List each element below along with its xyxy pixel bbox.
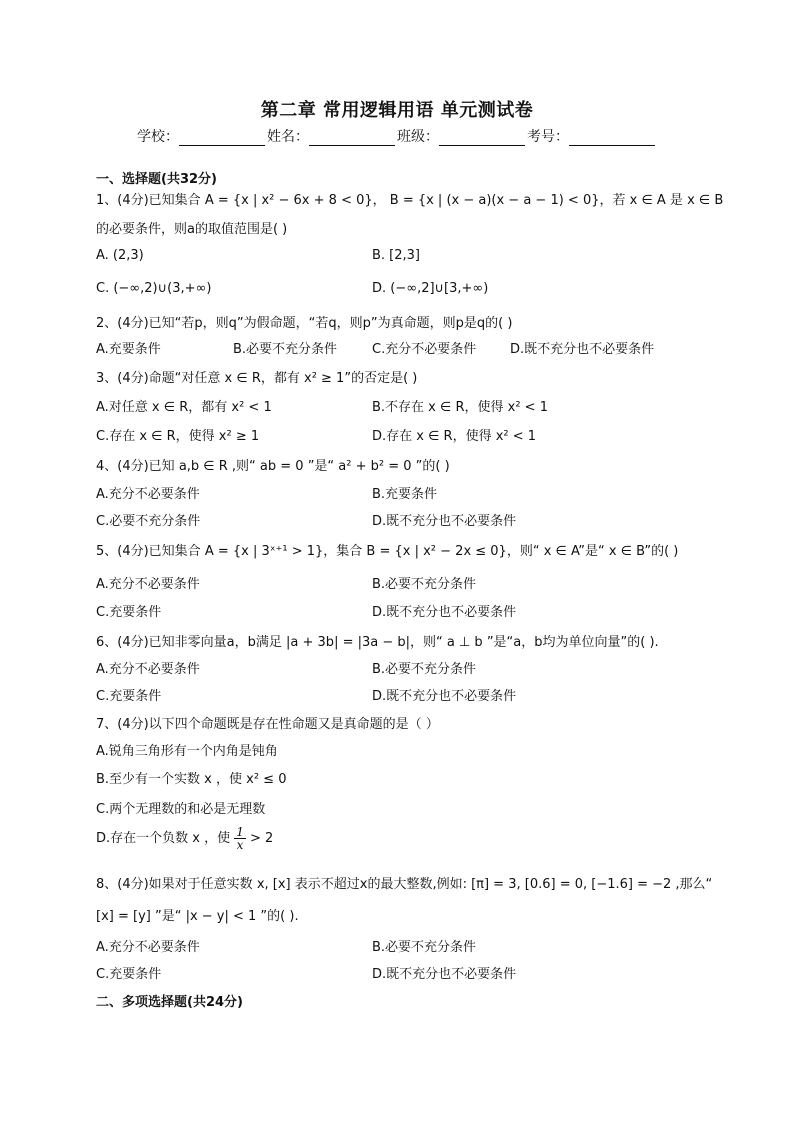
question-3-option-b[interactable]: B.不存在 x ∈ R，使得 x² < 1 xyxy=(372,400,548,415)
question-1-option-b[interactable]: B. [2,3] xyxy=(372,248,421,263)
question-6-option-c[interactable]: C.充要条件 xyxy=(96,689,162,704)
number-label: 考号： xyxy=(527,129,569,145)
question-4-option-c[interactable]: C.必要不充分条件 xyxy=(96,514,201,529)
question-3-stem: 3、(4分)命题“对任意 x ∈ R，都有 x² ≥ 1”的否定是( ) xyxy=(96,371,418,386)
exam-title: 第二章 常用逻辑用语 单元测试卷 xyxy=(260,100,534,121)
question-7-option-c[interactable]: C.两个无理数的和必是无理数 xyxy=(96,802,266,817)
question-3-option-c[interactable]: C.存在 x ∈ R，使得 x² ≥ 1 xyxy=(96,429,260,444)
question-1-stem: 1、(4分)已知集合 A = {x | x² − 6x + 8 < 0}， B = {x | (x − a)(x − a − 1) < 0}，若 x ∈ A 是 x ∈ B xyxy=(96,193,724,208)
question-2-option-c[interactable]: C.充分不必要条件 xyxy=(372,342,477,357)
question-6-option-a[interactable]: A.充分不必要条件 xyxy=(96,662,200,677)
question-2-stem: 2、(4分)已知“若p，则q”为假命题，“若q，则p”为真命题，则p是q的( ) xyxy=(96,316,513,331)
question-7-option-a[interactable]: A.锐角三角形有一个内角是钝角 xyxy=(96,744,278,759)
question-7-option-d-ineq: > 2 xyxy=(250,831,274,846)
question-8-option-c[interactable]: C.充要条件 xyxy=(96,967,162,982)
question-4-option-d[interactable]: D.既不充分也不必要条件 xyxy=(372,514,517,529)
question-7-option-b[interactable]: B.至少有一个实数 x ，使 x² ≤ 0 xyxy=(96,772,287,787)
student-info-row xyxy=(0,126,794,146)
question-8-option-b[interactable]: B.必要不充分条件 xyxy=(372,940,477,955)
name-blank[interactable] xyxy=(309,129,395,146)
question-7-stem: 7、(4分)以下四个命题既是存在性命题又是真命题的是（ ） xyxy=(96,717,439,732)
number-field xyxy=(527,126,657,146)
class-label: 班级： xyxy=(397,129,439,145)
question-8-option-a[interactable]: A.充分不必要条件 xyxy=(96,940,200,955)
question-1-option-a[interactable]: A. (2,3) xyxy=(96,248,144,263)
question-1-stem-cont: 的必要条件，则a的取值范围是( ) xyxy=(96,222,288,237)
number-blank[interactable] xyxy=(569,129,655,146)
question-7-option-d-text: D.存在一个负数 x ，使 xyxy=(96,831,231,846)
question-5-stem: 5、(4分)已知集合 A = {x | 3ˣ⁺¹ > 1}，集合 B = {x | x² − 2x ≤ 0}，则“ x ∈ A”是“ x ∈ B”的( ) xyxy=(96,544,679,559)
name-field xyxy=(267,126,397,146)
section-heading-choice: 一、选择题(共32分) xyxy=(96,172,217,187)
question-4-option-b[interactable]: B.充要条件 xyxy=(372,487,438,502)
question-3-option-a[interactable]: A.对任意 x ∈ R，都有 x² < 1 xyxy=(96,400,272,415)
question-8-stem: 8、(4分)如果对于任意实数 x, [x] 表示不超过x的最大整数,例如: [π] = 3, [0.6] = 0, [−1.6] = −2 ,那么“ xyxy=(96,877,713,892)
question-2-option-b[interactable]: B.必要不充分条件 xyxy=(233,342,338,357)
question-8-stem-cont: [x] = [y] ”是“ |x − y| < 1 ”的( ). xyxy=(96,909,299,924)
school-field xyxy=(137,126,267,146)
class-blank[interactable] xyxy=(439,129,525,146)
question-5-option-c[interactable]: C.充要条件 xyxy=(96,605,162,620)
question-5-option-b[interactable]: B.必要不充分条件 xyxy=(372,577,477,592)
question-6-option-b[interactable]: B.必要不充分条件 xyxy=(372,662,477,677)
question-1-option-d[interactable]: D. (−∞,2]∪[3,+∞) xyxy=(372,281,489,296)
question-2-option-a[interactable]: A.充要条件 xyxy=(96,342,161,357)
question-5-option-d[interactable]: D.既不充分也不必要条件 xyxy=(372,605,517,620)
question-7-option-d[interactable] xyxy=(96,826,273,851)
section-heading-multi-choice: 二、多项选择题(共24分) xyxy=(96,995,243,1010)
question-2-option-d[interactable]: D.既不充分也不必要条件 xyxy=(510,342,655,357)
name-label: 姓名： xyxy=(267,129,309,145)
question-4-stem: 4、(4分)已知 a,b ∈ R ,则“ ab = 0 ”是“ a² + b² = 0 ”的( ) xyxy=(96,459,450,474)
question-3-option-d[interactable]: D.存在 x ∈ R，使得 x² < 1 xyxy=(372,429,537,444)
question-4-option-a[interactable]: A.充分不必要条件 xyxy=(96,487,200,502)
question-6-stem: 6、(4分)已知非零向量a，b满足 |a + 3b| = |3a − b|，则“ a ⊥ b ”是“a，b均为单位向量”的( ). xyxy=(96,635,659,650)
school-label: 学校： xyxy=(137,129,179,145)
school-blank[interactable] xyxy=(179,129,265,146)
class-field xyxy=(397,126,527,146)
question-5-option-a[interactable]: A.充分不必要条件 xyxy=(96,577,200,592)
question-6-option-d[interactable]: D.既不充分也不必要条件 xyxy=(372,689,517,704)
question-8-option-d[interactable]: D.既不充分也不必要条件 xyxy=(372,967,517,982)
question-1-option-c[interactable]: C. (−∞,2)∪(3,+∞) xyxy=(96,281,212,296)
fraction-one-over-x: $\frac{1}{x}$ xyxy=(236,825,244,852)
